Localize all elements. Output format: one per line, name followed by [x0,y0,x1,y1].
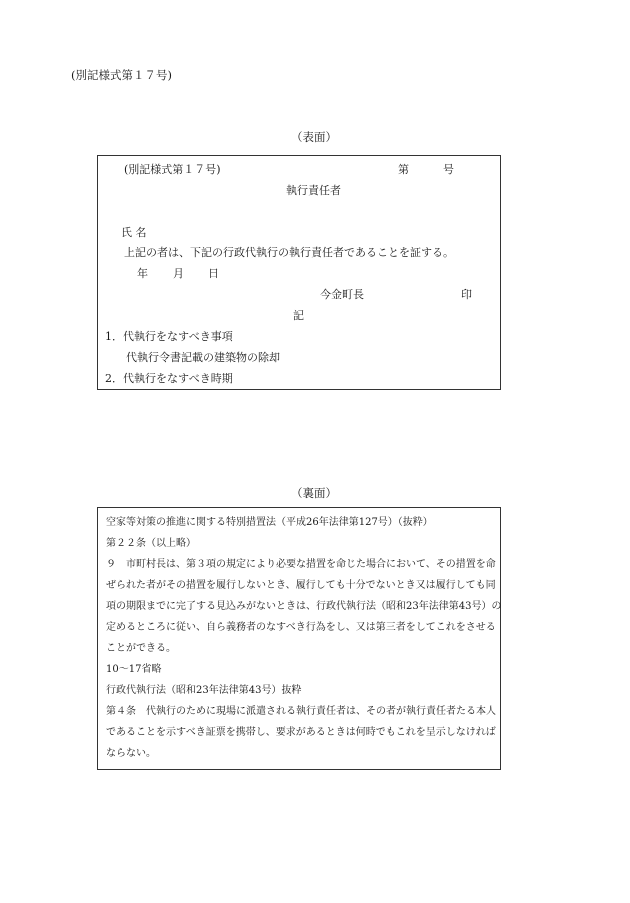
front-section-title: （表面） [291,130,337,144]
back-line: ９ 市町村長は、第３項の規定により必要な措置を命じた場合において、その措置を命 [106,559,496,570]
name-label: 氏 名 [121,226,147,239]
certification-text: 上記の者は、下記の行政代執行の執行責任者であることを証する。 [124,246,454,259]
item-1-detail: 代執行令書記載の建築物の除却 [126,351,280,364]
back-line: 第４条 代執行のために現場に派遣される執行責任者は、その者が執行責任者たる本人 [106,706,496,717]
card-title: 執行責任者 [286,184,341,197]
date-year: 年 [137,267,148,280]
front-form-label: (別記様式第１７号) [124,163,221,176]
number-prefix: 第 [398,163,409,176]
back-section-title: （裏面） [291,486,337,500]
back-line: 第２２条（以上略） [106,538,196,549]
item-2: 2．代執行をなすべき時期 [105,372,233,385]
back-line: ことができる。 [106,643,176,654]
page-form-label: (別記様式第１７号) [71,68,172,82]
item-1: 1．代執行をなすべき事項 [105,330,233,343]
issuer-name: 今金町長 [320,288,364,301]
date-day: 日 [208,267,219,280]
seal-mark: 印 [461,288,472,301]
back-line: であることを示すべき証票を携帯し、要求があるときは何時でもこれを呈示しなければ [106,727,496,738]
back-line: ならない。 [106,748,156,759]
back-line: 行政代執行法（昭和23年法律第43号）抜粋 [106,685,302,696]
back-line: 定めるところに従い、自ら義務者のなすべき行為をし、又は第三者をしてこれをさせる [106,622,496,633]
ki-heading: 記 [293,309,304,322]
back-line: 空家等対策の推進に関する特別措置法（平成26年法律第127号）（抜粋） [106,517,433,528]
back-line: 項の期限までに完了する見込みがないときは、行政代執行法（昭和23年法律第43号）の [106,601,502,612]
date-month: 月 [173,267,184,280]
back-line: 10〜17省略 [106,664,162,675]
number-suffix: 号 [443,163,454,176]
back-line: ぜられた者がその措置を履行しないとき、履行しても十分でないとき又は履行しても同 [106,580,496,591]
